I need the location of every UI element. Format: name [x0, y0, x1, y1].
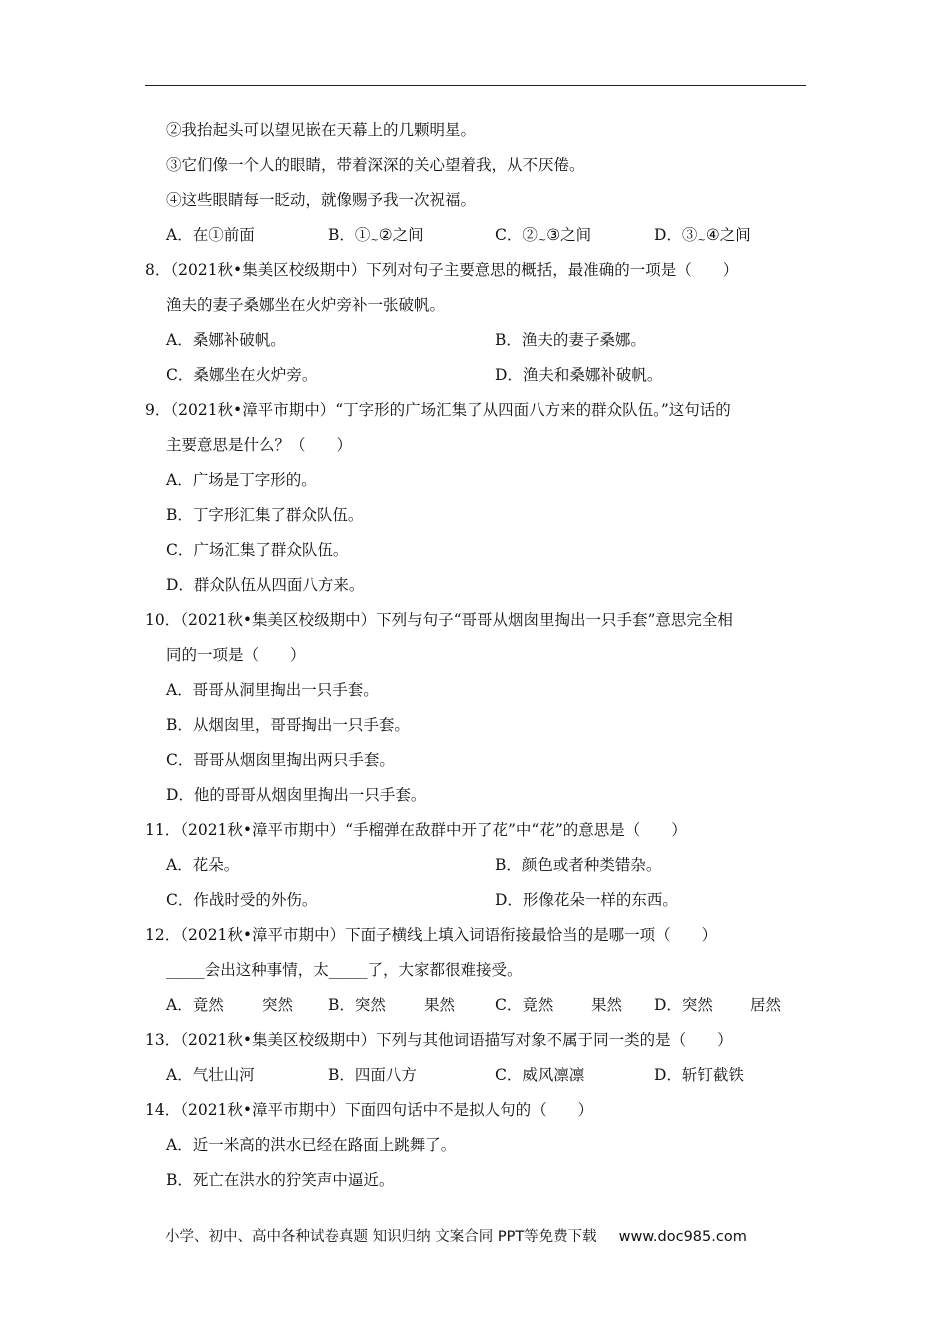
- q8-options-row1: [145, 323, 810, 358]
- footer-text: 小学、初中、高中各种试卷真题 知识归纳 文案合同 PPT等免费下载: [165, 1229, 597, 1245]
- q11-option-a: A．花朵。: [166, 856, 240, 874]
- q13-options: [145, 1058, 810, 1093]
- q12-option-d-second: 居然: [750, 996, 782, 1014]
- q12-option-c: C．竟然: [495, 996, 554, 1014]
- q12-option-b-second: 果然: [424, 996, 456, 1014]
- q7-option-c: C．②~③之间: [495, 226, 592, 246]
- q10-stem-line2: 同的一项是（ ）: [166, 646, 306, 664]
- q10-option-a: A．哥哥从洞里掏出一只手套。: [166, 681, 379, 699]
- q8-option-d: D．渔夫和桑娜补破帆。: [495, 366, 663, 384]
- q13-option-a: A．气壮山河: [166, 1066, 255, 1084]
- q14-option-b: B．死亡在洪水的狞笑声中逼近。: [166, 1171, 395, 1189]
- q9-option-b: B．丁字形汇集了群众队伍。: [166, 506, 364, 524]
- q9-stem-line1: 9．（2021秋•漳平市期中）“丁字形的广场汇集了从四面八方来的群众队伍。”这句话的: [145, 401, 731, 419]
- page-footer: [165, 1225, 747, 1246]
- q13-option-c: C．威风凛凛: [495, 1066, 585, 1084]
- q8-stem: 8．（2021秋•集美区校级期中）下列对句子主要意思的概括，最准确的一项是（ ）: [145, 261, 739, 279]
- q13-stem: 13．（2021秋•集美区校级期中）下列与其他词语描写对象不属于同一类的是（ ）: [145, 1031, 733, 1049]
- header-rule: [145, 85, 806, 86]
- q8-option-c: C．桑娜坐在火炉旁。: [166, 366, 318, 384]
- q12-sentence: _____会出这种事情，太_____了，大家都很难接受。: [166, 961, 523, 979]
- q7-option-d: D．③~④之间: [654, 226, 751, 246]
- q14-stem: 14．（2021秋•漳平市期中）下面四句话中不是拟人句的（ ）: [145, 1101, 594, 1119]
- q12-options: [145, 988, 810, 1023]
- q9-stem-line2: 主要意思是什么？（ ）: [166, 436, 353, 454]
- q13-option-d: D．斩钉截铁: [654, 1066, 744, 1084]
- q12-stem: 12．（2021秋•漳平市期中）下面子横线上填入词语衔接最恰当的是哪一项（ ）: [145, 926, 718, 944]
- q10-stem-line1: 10．（2021秋•集美区校级期中）下列与句子“哥哥从烟囱里掏出一只手套”意思完全相: [145, 611, 733, 629]
- q12-option-c-second: 果然: [591, 996, 623, 1014]
- q8-sentence: 渔夫的妻子桑娜坐在火炉旁补一张破帆。: [166, 296, 446, 314]
- q9-option-d: D．群众队伍从四面八方来。: [166, 576, 365, 594]
- q12-option-a: A．竟然: [166, 996, 224, 1014]
- q12-option-a-second: 突然: [262, 996, 294, 1014]
- q10-option-d: D．他的哥哥从烟囱里掏出一只手套。: [166, 786, 427, 804]
- sentence-line-3: ③它们像一个人的眼睛，带着深深的关心望着我，从不厌倦。: [166, 156, 585, 174]
- q11-options-row2: [145, 883, 810, 918]
- q11-option-b: B．颜色或者种类错杂。: [495, 856, 662, 874]
- q8-options-row2: [145, 358, 810, 393]
- q12-option-b: B．突然: [328, 996, 386, 1014]
- footer-url[interactable]: www.doc985.com: [618, 1229, 747, 1245]
- sentence-line-4: ④这些眼睛每一眨动，就像赐予我一次祝福。: [166, 191, 477, 209]
- q7-options: [145, 218, 810, 253]
- q11-options-row1: [145, 848, 810, 883]
- q9-option-c: C．广场汇集了群众队伍。: [166, 541, 349, 559]
- q10-option-b: B．从烟囱里，哥哥掏出一只手套。: [166, 716, 410, 734]
- sentence-line-2: ②我抬起头可以望见嵌在天幕上的几颗明星。: [166, 121, 477, 139]
- exam-content: [145, 113, 810, 1198]
- q11-option-d: D．形像花朵一样的东西。: [495, 891, 678, 909]
- q7-option-b: B．①~②之间: [328, 226, 424, 246]
- q12-option-d: D．突然: [654, 996, 713, 1014]
- q14-option-a: A．近一米高的洪水已经在路面上跳舞了。: [166, 1136, 457, 1154]
- q11-option-c: C．作战时受的外伤。: [166, 891, 318, 909]
- q9-option-a: A．广场是丁字形的。: [166, 471, 317, 489]
- q7-option-a: A．在①前面: [166, 226, 255, 244]
- q13-option-b: B．四面八方: [328, 1066, 417, 1084]
- q11-stem: 11．（2021秋•漳平市期中）“手榴弹在敌群中开了花”中“花”的意思是（ ）: [145, 821, 687, 839]
- q8-option-a: A．桑娜补破帆。: [166, 331, 286, 349]
- q8-option-b: B．渔夫的妻子桑娜。: [495, 331, 646, 349]
- q10-option-c: C．哥哥从烟囱里掏出两只手套。: [166, 751, 395, 769]
